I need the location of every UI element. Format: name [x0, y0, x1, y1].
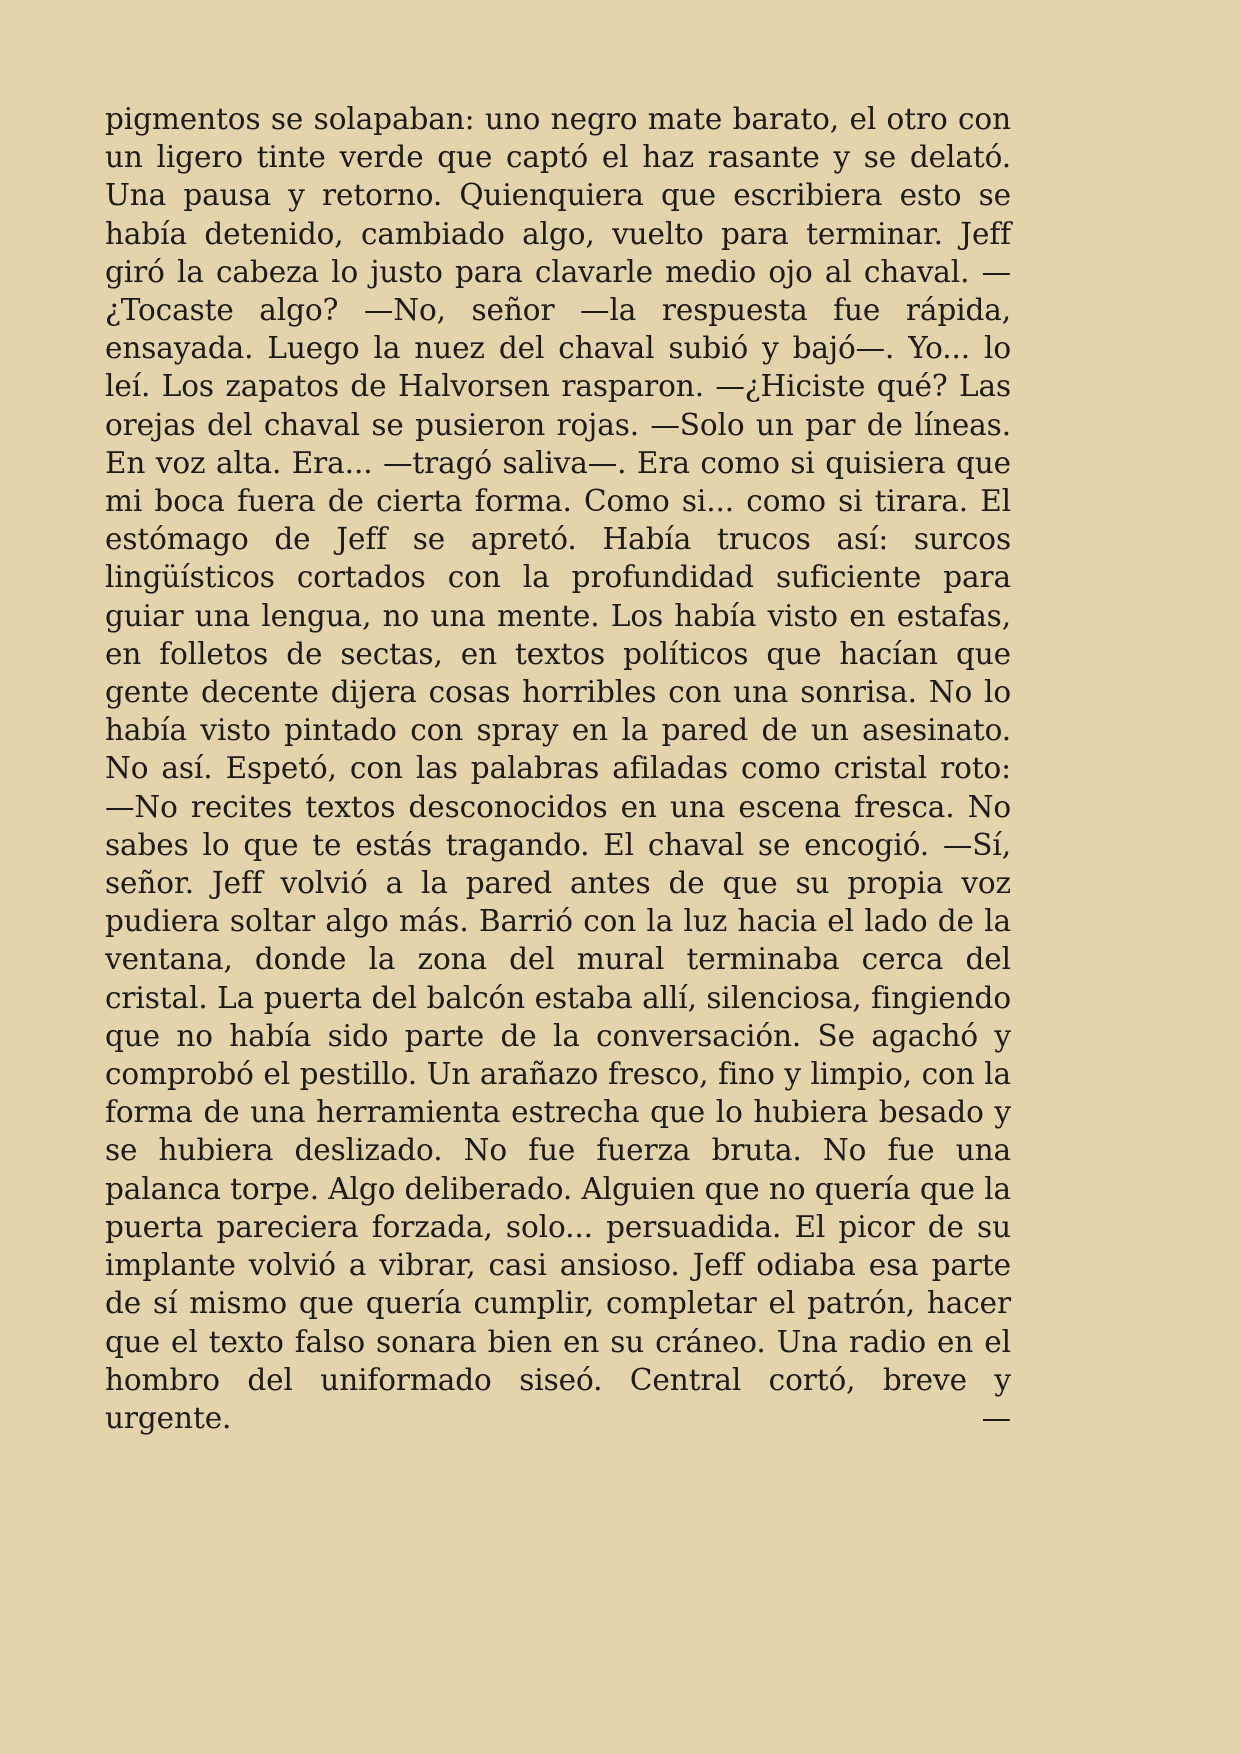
body-paragraph: pigmentos se solapaban: uno negro mate barato, el otro con un ligero tinte verde que captó el haz rasante y se delató. Una pausa y retorno. Quienquiera que escribiera esto se había detenido, cambiado algo, vuelto para terminar. Jeff giró la cabeza lo justo para clavarle medio ojo al chaval. —¿Tocaste algo? —No, señor —la respuesta fue rápida, ensayada. Luego la nuez del chaval subió y bajó—. Yo... lo leí. Los zapatos de Halvorsen rasparon. —¿Hiciste qué? Las orejas del chaval se pusieron rojas. —Solo un par de líneas. En voz alta. Era... —tragó saliva—. Era como si quisiera que mi boca fuera de cierta forma. Como si... como si tirara. El estómago de Jeff se apretó. Había trucos así: surcos lingüísticos cortados con la profundidad suficiente para guiar una lengua, no una mente. Los había visto en estafas, en folletos de sectas, en textos políticos que hacían que gente decente dijera cosas horribles con una sonrisa. No lo había visto pintado con spray en la pared de un asesinato. No así. Espetó, con las palabras afiladas como cristal roto: —No recites textos desconocidos en una escena fresca. No sabes lo que te estás tragando. El chaval se encogió. —Sí, señor. Jeff volvió a la pared antes de que su propia voz pudiera soltar algo más. Barrió con la luz hacia el lado de la ventana, donde la zona del mural terminaba cerca del cristal. La puerta del balcón estaba allí, silenciosa, fingiendo que no había sido parte de la conversación. Se agachó y comprobó el pestillo. Un arañazo fresco, fino y limpio, con la forma de una herramienta estrecha que lo hubiera besado y se hubiera deslizado. No fue fuerza bruta. No fue una palanca torpe. Algo deliberado. Alguien que no quería que la puerta pareciera forzada, solo... persuadida. El picor de su implante volvió a vibrar, casi ansioso. Jeff odiaba esa parte de sí mismo que quería cumplir, completar el patrón, hacer que el texto falso sonara bien en su cráneo. Una radio en el hombro del uniformado siseó. Central cortó, breve y urgente. — [105, 102, 1012, 1435]
text-column [105, 100, 1011, 1475]
